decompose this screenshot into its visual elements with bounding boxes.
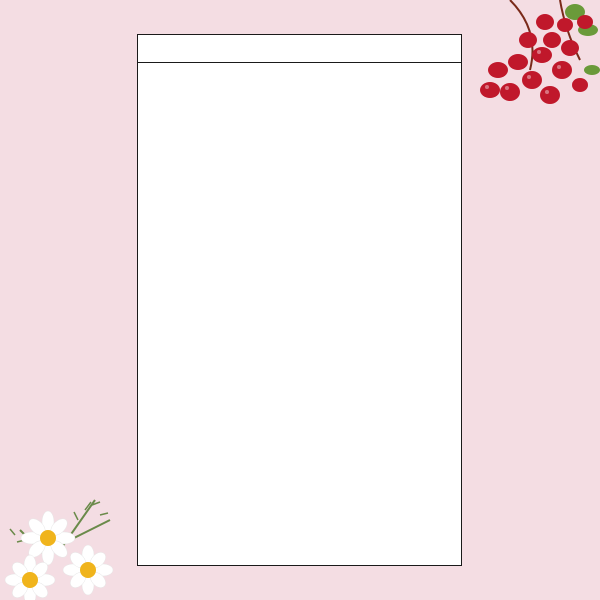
table-title <box>138 35 461 63</box>
berries-icon <box>470 0 600 110</box>
chamomile-flowers-icon <box>0 480 130 600</box>
nutrition-table <box>137 34 462 566</box>
